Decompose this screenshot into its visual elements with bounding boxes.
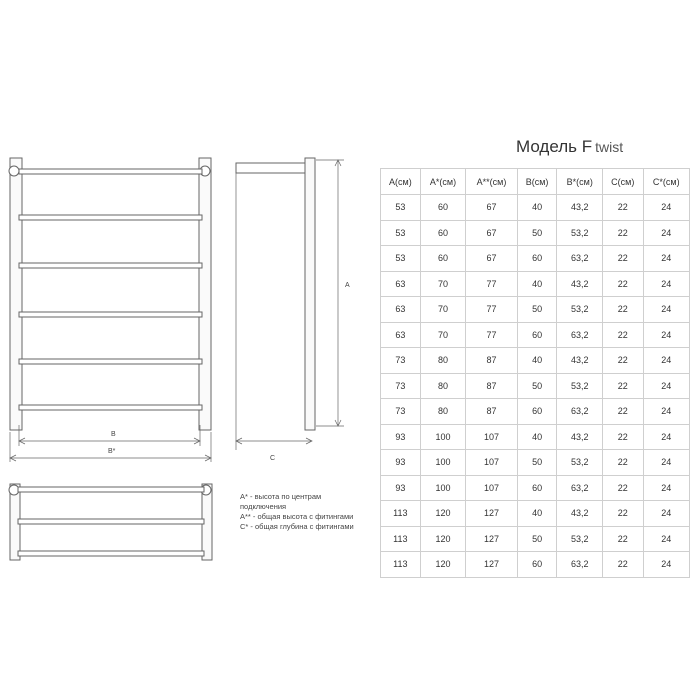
table-cell: 113 (381, 552, 421, 578)
table-cell: 80 (420, 399, 466, 425)
table-cell: 40 (517, 348, 557, 374)
table-cell: 24 (643, 297, 689, 323)
table-cell: 60 (420, 246, 466, 272)
table-cell: 50 (517, 450, 557, 476)
table-cell: 53,2 (557, 450, 603, 476)
label-a: A (345, 282, 350, 289)
table-cell: 67 (466, 246, 517, 272)
table-cell: 63 (381, 322, 421, 348)
table-row (381, 424, 690, 450)
table-row (381, 322, 690, 348)
table-cell: 107 (466, 450, 517, 476)
table-cell: 43,2 (557, 348, 603, 374)
table-row (381, 373, 690, 399)
table-cell: 43,2 (557, 271, 603, 297)
table-cell: 93 (381, 450, 421, 476)
table-cell: 43,2 (557, 501, 603, 527)
table-cell: 24 (643, 450, 689, 476)
table-cell: 53,2 (557, 373, 603, 399)
column-header: B(см) (517, 169, 557, 195)
table-cell: 63,2 (557, 322, 603, 348)
table-row (381, 195, 690, 221)
table-cell: 113 (381, 526, 421, 552)
table-cell: 100 (420, 424, 466, 450)
table-cell: 24 (643, 271, 689, 297)
table-cell: 87 (466, 399, 517, 425)
column-header: A**(см) (466, 169, 517, 195)
front-view (9, 158, 211, 430)
column-header: C(см) (603, 169, 644, 195)
table-row (381, 348, 690, 374)
column-header: B*(см) (557, 169, 603, 195)
table-cell: 60 (517, 475, 557, 501)
table-cell: 22 (603, 246, 644, 272)
model-name: Модель F (516, 137, 593, 156)
table-cell: 53 (381, 220, 421, 246)
table-cell: 60 (517, 399, 557, 425)
table-cell: 53,2 (557, 297, 603, 323)
table-cell: 22 (603, 195, 644, 221)
table-cell: 53 (381, 195, 421, 221)
table-row (381, 297, 690, 323)
table-cell: 22 (603, 220, 644, 246)
table-cell: 24 (643, 195, 689, 221)
table-cell: 73 (381, 399, 421, 425)
table-cell: 22 (603, 526, 644, 552)
table-cell: 24 (643, 348, 689, 374)
column-header: A(см) (381, 169, 421, 195)
table-cell: 60 (517, 552, 557, 578)
table-cell: 107 (466, 424, 517, 450)
table-cell: 24 (643, 373, 689, 399)
table-cell: 63,2 (557, 399, 603, 425)
label-b: B (111, 431, 116, 438)
table-cell: 70 (420, 271, 466, 297)
table-cell: 100 (420, 450, 466, 476)
dimension-a (316, 160, 344, 426)
table-row (381, 246, 690, 272)
table-cell: 43,2 (557, 424, 603, 450)
table-row (381, 526, 690, 552)
table-cell: 60 (420, 195, 466, 221)
table-row (381, 450, 690, 476)
table-cell: 50 (517, 373, 557, 399)
table-cell: 63,2 (557, 552, 603, 578)
table-cell: 73 (381, 373, 421, 399)
table-cell: 60 (517, 246, 557, 272)
dimension-c (236, 438, 312, 444)
table-cell: 107 (466, 475, 517, 501)
table-cell: 87 (466, 373, 517, 399)
table-cell: 80 (420, 348, 466, 374)
table-cell: 67 (466, 195, 517, 221)
table-cell: 24 (643, 246, 689, 272)
table-cell: 22 (603, 322, 644, 348)
table-cell: 63 (381, 271, 421, 297)
table-cell: 127 (466, 501, 517, 527)
table-cell: 70 (420, 297, 466, 323)
column-header: A*(см) (420, 169, 466, 195)
table-cell: 53 (381, 246, 421, 272)
note-a-double-star: A** - общая высота с фитингами (240, 512, 354, 521)
table-cell: 87 (466, 348, 517, 374)
table-cell: 77 (466, 297, 517, 323)
table-cell: 120 (420, 501, 466, 527)
table-cell: 22 (603, 552, 644, 578)
table-cell: 40 (517, 424, 557, 450)
table-cell: 127 (466, 552, 517, 578)
table-cell: 67 (466, 220, 517, 246)
table-cell: 100 (420, 475, 466, 501)
table-cell: 22 (603, 271, 644, 297)
table-cell: 80 (420, 373, 466, 399)
table-cell: 22 (603, 475, 644, 501)
table-cell: 63 (381, 297, 421, 323)
table-cell: 120 (420, 552, 466, 578)
table-cell: 22 (603, 501, 644, 527)
table-cell: 63,2 (557, 246, 603, 272)
column-header: C*(см) (643, 169, 689, 195)
table-row (381, 552, 690, 578)
table-cell: 22 (603, 297, 644, 323)
side-view (236, 158, 315, 450)
note-c-star: C* - общая глубина с фитингами (240, 522, 354, 531)
table-cell: 120 (420, 526, 466, 552)
table-cell: 22 (603, 424, 644, 450)
table-row (381, 475, 690, 501)
table-cell: 53,2 (557, 220, 603, 246)
notes-legend (240, 492, 358, 532)
table-cell: 24 (643, 552, 689, 578)
table-row (381, 399, 690, 425)
table-cell: 50 (517, 220, 557, 246)
table-cell: 63,2 (557, 475, 603, 501)
table-cell: 60 (517, 322, 557, 348)
top-view (9, 484, 212, 560)
dimensions-table (380, 168, 690, 578)
table-cell: 22 (603, 373, 644, 399)
table-cell: 60 (420, 220, 466, 246)
model-title (516, 137, 623, 157)
table-row (381, 220, 690, 246)
table-cell: 113 (381, 501, 421, 527)
label-b-star: B* (108, 448, 116, 455)
table-cell: 77 (466, 271, 517, 297)
table-cell: 70 (420, 322, 466, 348)
table-header-row (381, 169, 690, 195)
table-cell: 24 (643, 475, 689, 501)
table-cell: 22 (603, 399, 644, 425)
table-cell: 77 (466, 322, 517, 348)
table-cell: 127 (466, 526, 517, 552)
table-cell: 73 (381, 348, 421, 374)
table-cell: 40 (517, 195, 557, 221)
label-c: C (270, 455, 276, 462)
table-cell: 40 (517, 271, 557, 297)
table-cell: 93 (381, 424, 421, 450)
table-cell: 22 (603, 348, 644, 374)
table-cell: 53,2 (557, 526, 603, 552)
table-cell: 43,2 (557, 195, 603, 221)
table-cell: 24 (643, 501, 689, 527)
table-cell: 22 (603, 450, 644, 476)
table-cell: 93 (381, 475, 421, 501)
table-cell: 50 (517, 526, 557, 552)
table-cell: 24 (643, 399, 689, 425)
table-cell: 24 (643, 424, 689, 450)
table-cell: 24 (643, 220, 689, 246)
table-row (381, 271, 690, 297)
table-cell: 50 (517, 297, 557, 323)
table-cell: 40 (517, 501, 557, 527)
table-cell: 24 (643, 526, 689, 552)
model-variant: twist (595, 139, 624, 155)
table-row (381, 501, 690, 527)
table-cell: 24 (643, 322, 689, 348)
note-a-star: A* - высота по центрам подключения (240, 492, 322, 511)
